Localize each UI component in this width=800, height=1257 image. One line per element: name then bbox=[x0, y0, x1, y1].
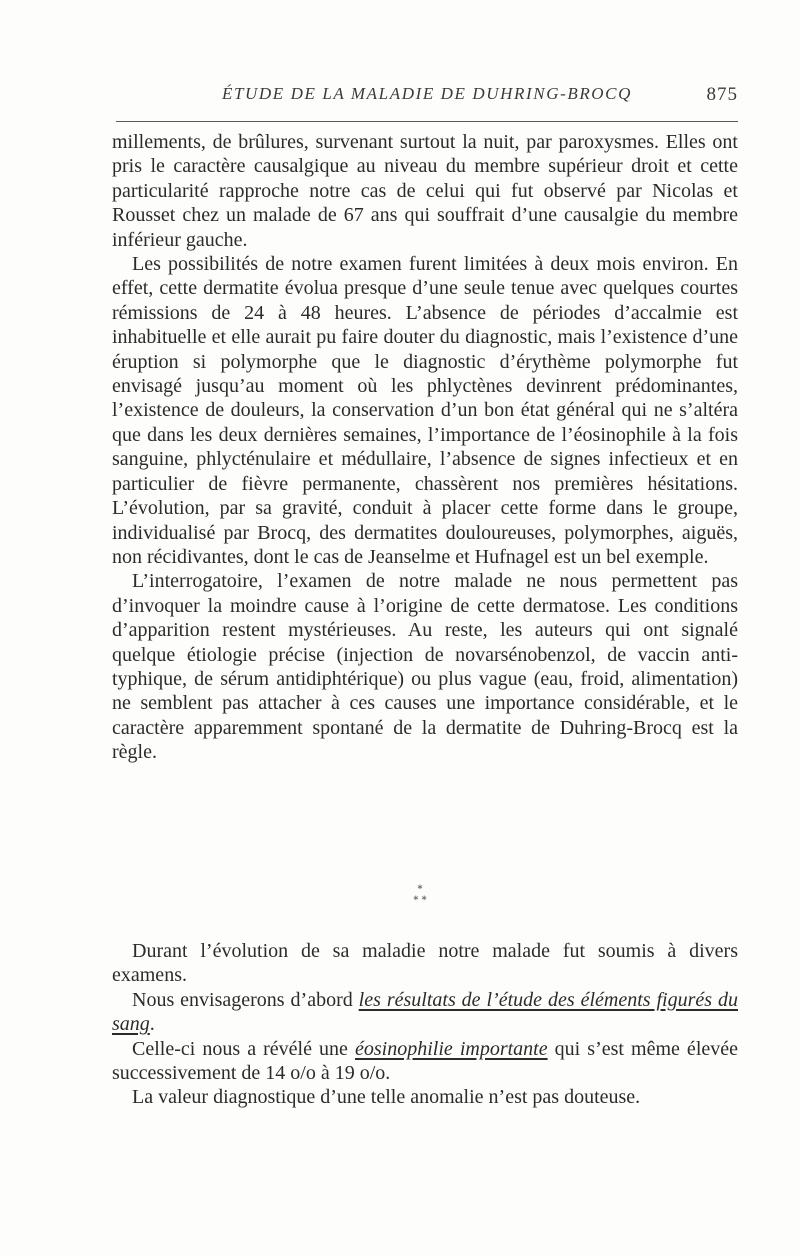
separator-stars-bottom: * * bbox=[413, 895, 427, 906]
paragraph-diagnostic-value: La valeur diagnostique d’une telle anomalie n’est pas douteuse. bbox=[132, 1086, 641, 1109]
paragraph-examination: Les possibilités de notre examen furent limitées à deux mois environ. En effet, cette dermatite évolua presque d’une seule tenue avec quelques courtes rémissions de 24 à 48 heures. L’absence de périodes d’accalmie est inhabituelle et elle aurait pu faire douter du diagnostic, mais l’existence d’une éruption si polymorphe que le diagnostic d’érythème polymorphe fut envisagé jusqu’au moment où les phlyctènes devinrent prédominantes, l’existence de douleurs, la conservation d’un bon état général qui ne s’altéra que dans les deux dernières semaines, l’importance de l’éosinophile à la fois sanguine, phlycténulaire et médullaire, l’absence de signes infectieux et en particulier de fièvre permanente, chassèrent nos premières hésitations. L’évolution, par sa gravité, conduit à placer cette forme dans le groupe, individualisé par Brocq, des dermatites douloureuses, polymorphes, aiguës, non récidivantes, dont le cas de Jeanselme et Hufnagel est un bel exemple. bbox=[112, 253, 738, 568]
text-span: Nous envisagerons d’abord bbox=[132, 988, 359, 1011]
text-span: . bbox=[149, 1013, 155, 1036]
paragraph-eosinophilia bbox=[112, 1037, 738, 1086]
page-number: 875 bbox=[706, 84, 738, 105]
paragraph-exams: Durant l’évolution de sa maladie notre malade fut soumis à divers examens. bbox=[112, 940, 738, 987]
running-title: ÉTUDE DE LA MALADIE DE DUHRING-BROCQ bbox=[222, 84, 633, 103]
text-span: Celle-ci nous a révélé une bbox=[132, 1037, 355, 1060]
text-span: qui s’est même élevée successivement de 14 o/o à 19 o/o. bbox=[112, 1037, 739, 1085]
header-rule bbox=[116, 121, 738, 122]
paragraph-continued: millements, de brûlures, survenant surtout la nuit, par paroxysmes. Elles ont pris le caractère causalgique au niveau du membre supérieur droit et cette particularité rapproche notre cas de celui qui fut observé par Nicolas et Rousset chez un malade de 67 ans qui souffrait d’une causalgie du membre inférieur gauche. bbox=[112, 131, 738, 251]
main-text bbox=[112, 130, 738, 765]
section-separator bbox=[400, 884, 440, 906]
paragraph-etiology: L’interrogatoire, l’examen de notre malade ne nous permettent pas d’invoquer la moindre cause à l’origine de cette dermatose. Les conditions d’apparition restent mystérieuses. Au reste, les auteurs qui ont signalé quelque étiologie précise (injection de novarsénobenzol, de vaccin anti-typhique, de sérum antidiphtérique) ou plus vague (eau, froid, alimentation) ne semblent pas attacher à ces causes une importance considérable, et le caractère apparemment spontané de la dermatite de Duhring-Brocq est la règle. bbox=[112, 570, 738, 764]
section-text bbox=[112, 939, 738, 1110]
page-header bbox=[116, 84, 738, 110]
italic-phrase-eosinophilia: éosinophilie importante bbox=[355, 1037, 548, 1060]
italic-phrase-blood-elements: les résultats de l’étude des éléments figurés du sang bbox=[112, 988, 738, 1036]
separator-star-top: * bbox=[417, 884, 423, 895]
paragraph-blood-results bbox=[112, 988, 738, 1037]
